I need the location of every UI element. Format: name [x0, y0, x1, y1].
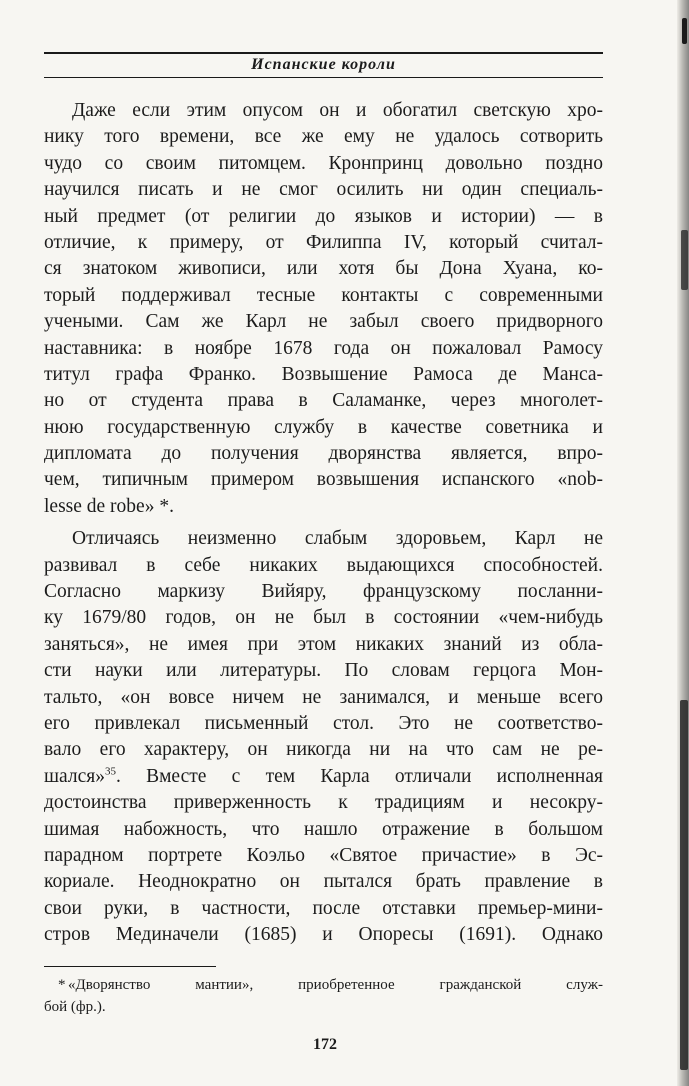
text-fragment: . Вместе с тем Карла отличали исполненная: [115, 765, 603, 787]
text-line: научился писать и не смог осилить ни один специаль-: [44, 179, 603, 201]
text-line: его привлекал письменный стол. Это не соответство-: [44, 712, 603, 734]
footnote-line: [44, 974, 603, 996]
text-line: наставника: в ноябре 1678 года он пожаловал Рамосу: [44, 337, 603, 359]
text-line: вало его характеру, он никогда ни на что сам не ре-: [44, 739, 603, 761]
text-line: нику того времени, все же ему не удалось сотворить: [44, 126, 603, 148]
text-line: достоинства приверженность к традициям и несокру-: [44, 792, 603, 814]
text-line: развивал в себе никаких выдающихся способностей.: [44, 554, 603, 576]
text-line: отличие, к примеру, от Филиппа IV, который считал-: [44, 231, 603, 253]
footnote-marker: *: [58, 977, 66, 993]
edge-mark: [682, 18, 687, 44]
text-line: чудо со своим питомцем. Кронпринц довольно поздно: [44, 152, 603, 174]
text-line: сти науки или литературы. По словам герцога Мон-: [44, 660, 603, 682]
running-head: Испанские короли: [44, 52, 603, 78]
text-line: торый поддерживал тесные контакты с современными: [44, 284, 603, 306]
text-fragment: шался»: [44, 765, 105, 787]
text-line: дипломата до получения дворянства является, впро-: [44, 443, 603, 465]
text-line: но от студента права в Саламанке, через многолет-: [44, 390, 603, 412]
text-line-with-note: [44, 764, 603, 790]
text-line: титул графа Франко. Возвышение Рамоса де Манса-: [44, 363, 603, 385]
footnote-text: «Дворянство мантии», приобретенное гражданской служ-: [68, 977, 603, 993]
text-line: Отличаясь неизменно слабым здоровьем, Карл не: [72, 528, 603, 550]
text-line: шимая набожность, что нашло отражение в большом: [44, 818, 603, 840]
text-line: lesse de robe» *.: [44, 495, 174, 517]
text-line: чем, типичным примером возвышения испанского «nob-: [44, 469, 603, 491]
body-text: [44, 98, 603, 949]
text-line: нюю государственную службу в качестве советника и: [44, 416, 603, 438]
text-line: свои руки, в частности, после отставки премьер-мини-: [44, 897, 603, 919]
text-line: кориале. Неоднократно он пытался брать правление в: [44, 871, 603, 893]
footnote-line: бой (фр.).: [44, 999, 106, 1015]
text-line: ся знатоком живописи, или хотя бы Дона Хуана, ко-: [44, 258, 603, 280]
text-line: ный предмет (от религии до языков и истории) — в: [44, 205, 603, 227]
edge-mark: [680, 700, 688, 1070]
text-line: ку 1679/80 годов, он не был в состоянии «чем-нибудь: [44, 607, 603, 629]
text-line: парадном портрете Коэльо «Святое причастие» в Эс-: [44, 844, 603, 866]
text-line: тальто, «он вовсе ничем не занимался, и меньше всего: [44, 686, 603, 708]
note-reference: 35: [104, 765, 116, 778]
text-line: учеными. Сам же Карл не забыл своего придворного: [44, 311, 603, 333]
text-line: стров Мединачели (1685) и Опоресы (1691). Однако: [44, 924, 603, 946]
text-line: Даже если этим опусом он и обогатил светскую хро-: [72, 100, 603, 121]
page-number: 172: [313, 1036, 337, 1053]
text-line: Согласно маркизу Вийяру, французскому посланни-: [44, 581, 603, 603]
footnote: [44, 974, 603, 1018]
edge-mark: [681, 230, 688, 290]
text-line: заняться», не имея при этом никаких знаний из обла-: [44, 633, 603, 655]
footnote-rule: [44, 966, 216, 967]
